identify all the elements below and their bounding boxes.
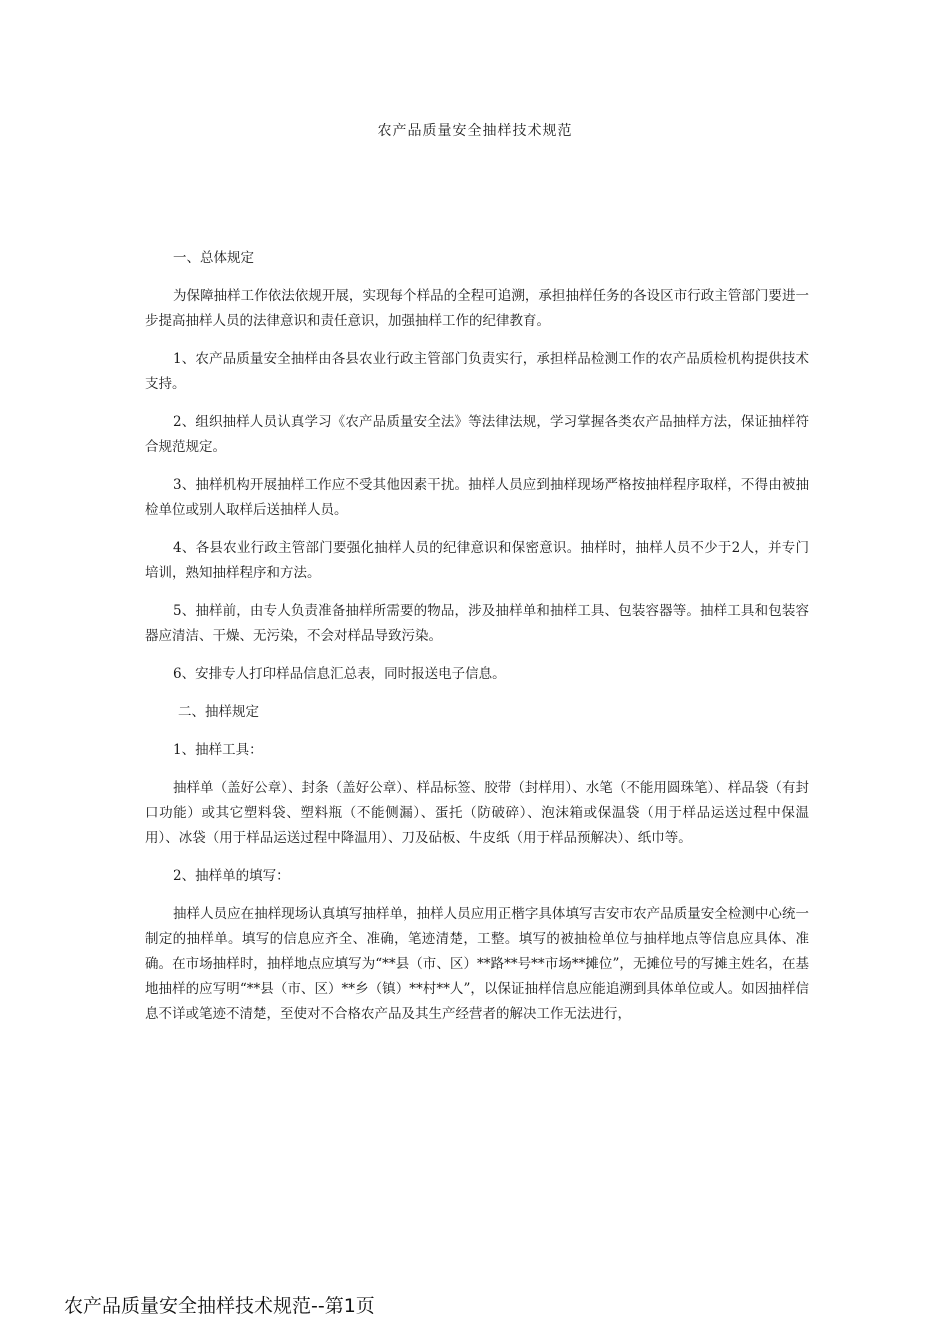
document-title: 农产品质量安全抽样技术规范 bbox=[377, 123, 573, 139]
paragraph-rule-6: 6、安排专人打印样品信息汇总表，同时报送电子信息。 bbox=[173, 666, 506, 682]
section-heading-general: 一、总体规定 bbox=[173, 250, 254, 266]
paragraph-intro: 为保障抽样工作依法依规开展，实现每个样品的全程可追溯，承担抽样任务的各设区市行政主管部门要进一步提高抽样人员的法律意识和责任意识，加强抽样工作的纪律教育。 bbox=[145, 288, 809, 329]
paragraph-form-filling: 抽样人员应在抽样现场认真填写抽样单，抽样人员应用正楷字具体填写吉安市农产品质量安全检测中心统一制定的抽样单。填写的信息应齐全、准确，笔迹清楚，工整。填写的被抽检单位与抽样地点等信息应具体、准确。在市场抽样时，抽样地点应填写为“**县（市、区）**路**号**市场**摊位”，无摊位号的写摊主姓名，在基地抽样的应写明“**县（市、区）**乡（镇）**村**人”，以保证抽样信息应能追溯到具体单位或人。如因抽样信息不详或笔迹不清楚，至使对不合格农产品及其生产经营者的解决工作无法进行， bbox=[145, 906, 809, 1022]
paragraph-rule-4: 4、各县农业行政主管部门要强化抽样人员的纪律意识和保密意识。抽样时，抽样人员不少于2人，并专门培训，熟知抽样程序和方法。 bbox=[145, 540, 809, 581]
document-body bbox=[145, 246, 809, 1040]
paragraph-rule-3: 3、抽样机构开展抽样工作应不受其他因素干扰。抽样人员应到抽样现场严格按抽样程序取样，不得由被抽检单位或别人取样后送抽样人员。 bbox=[145, 477, 809, 518]
paragraph-rule-5: 5、抽样前，由专人负责准备抽样所需要的物品，涉及抽样单和抽样工具、包装容器等。抽样工具和包装容器应清洁、干燥、无污染，不会对样品导致污染。 bbox=[145, 603, 809, 644]
section-heading-sampling: 二、抽样规定 bbox=[178, 704, 259, 720]
page-footer: 农产品质量安全抽样技术规范--第1页 bbox=[64, 1295, 375, 1317]
paragraph-rule-2: 2、组织抽样人员认真学习《农产品质量安全法》等法律法规，学习掌握各类农产品抽样方法，保证抽样符合规范规定。 bbox=[145, 414, 809, 455]
paragraph-rule-1: 1、农产品质量安全抽样由各县农业行政主管部门负责实行，承担样品检测工作的农产品质检机构提供技术支持。 bbox=[145, 351, 809, 392]
subheading-tools: 1、抽样工具： bbox=[173, 742, 263, 758]
subheading-form-filling: 2、抽样单的填写： bbox=[173, 868, 290, 884]
paragraph-tools-list: 抽样单（盖好公章）、封条（盖好公章）、样品标签、胶带（封样用）、水笔（不能用圆珠笔）、样品袋（有封口功能）或其它塑料袋、塑料瓶（不能侧漏）、蛋托（防破碎）、泡沫箱或保温袋（用于样品运送过程中保温用）、冰袋（用于样品运送过程中降温用）、刀及砧板、牛皮纸（用于样品预解决）、纸巾等。 bbox=[145, 780, 809, 846]
